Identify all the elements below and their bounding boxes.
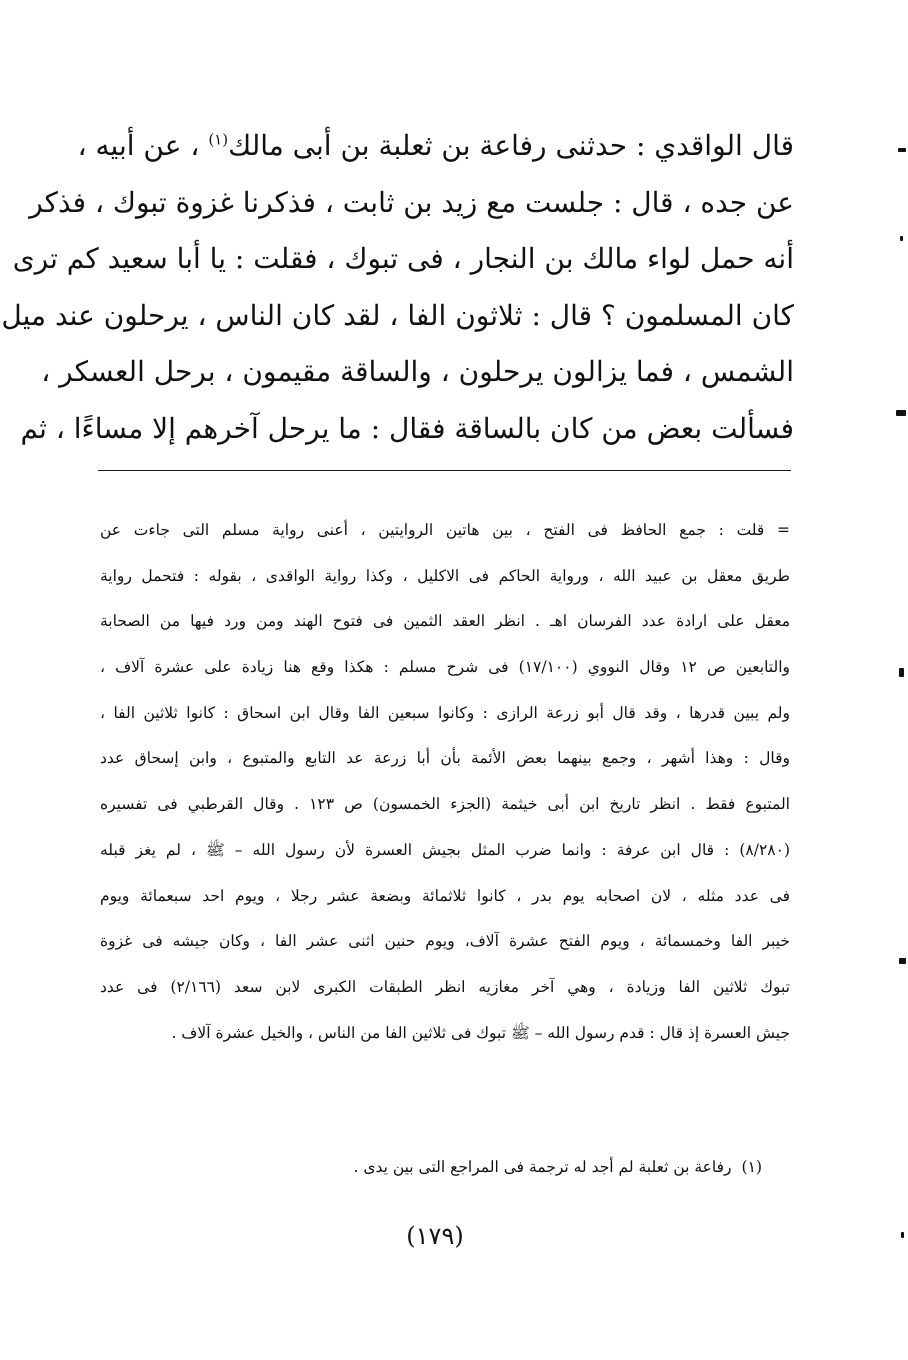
continued-notes-block	[100, 508, 790, 1056]
scan-edge-mark	[899, 668, 904, 677]
note-line-8: (٨/٢٨٠) : قال ابن عرفة : وانما ضرب المثل بجيش العسرة لأن رسول الله – ﷺ ، لم يغز قبله	[100, 840, 790, 859]
note-line-2: طريق معقل بن عبيد الله ، ورواية الحاكم فى الاكليل ، وكذا رواية الواقدى ، بقوله : فتحمل رواية	[100, 566, 790, 585]
main-text-line-1	[77, 118, 794, 175]
footnote-1-text: رفاعة بن ثعلبة لم أجد له ترجمة فى المراجع التى بين يدى .	[353, 1158, 732, 1176]
note-line-12: جيش العسرة إذ قال : قدم رسول الله – ﷺ تبوك فى ثلاثين الفا من الناس ، والخيل عشرة آلاف .	[171, 1023, 790, 1042]
note-line-1: = قلت : جمع الحافظ فى الفتح ، بين هاتين الروايتين ، أعنى رواية مسلم التى جاءت عن	[100, 521, 790, 539]
scan-edge-mark	[900, 236, 903, 241]
note-line-9: فى عدد مثله ، لان اصحابه يوم بدر ، كانوا ثلاثمائة وبضعة عشر رجلا ، ويوم احد سبعمائة ويوم	[100, 886, 790, 905]
main-text-line-1-body: قال الواقدي : حدثنى رفاعة بن ثعلبة بن أبى مالك	[228, 129, 794, 162]
footnote-1	[100, 1148, 762, 1186]
main-text-line-2: عن جده ، قال : جلست مع زيد بن ثابت ، فذكرنا غزوة تبوك ، فذكر	[29, 185, 794, 219]
main-text-line-4: كان المسلمون ؟ قال : ثلاثون الفا ، لقد كان الناس ، يرحلون عند ميل	[1, 298, 794, 332]
scan-edge-mark	[898, 148, 906, 152]
note-line-6: وقال : وهذا أشهر ، وجمع بينهما بعض الأئمة بأن أبا زرعة عد التابع والمتبوع ، وابن إسحاق عدد	[100, 749, 790, 768]
page-number: (١٧٩)	[406, 1222, 464, 1250]
note-line-10: خيبر الفا وخمسمائة ، ويوم الفتح عشرة آلاف، ويوم حنين اثنى عشر الفا ، وكان جيشه فى غزوة	[100, 932, 790, 951]
footnote-separator-rule	[98, 470, 791, 471]
scan-edge-mark	[896, 410, 906, 416]
scan-edge-mark	[899, 958, 906, 964]
note-line-7: المتبوع فقط . انظر تاريخ ابن أبى خيثمة (الجزء الخمسون) ص ١٢٣ . وقال القرطبي فى تفسيره	[100, 795, 790, 814]
footnote-reference-marker: (١)	[208, 130, 229, 149]
main-text-block	[1, 118, 794, 457]
main-text-line-3: أنه حمل لواء مالك بن النجار ، فى تبوك ، فقلت : يا أبا سعيد كم ترى	[12, 242, 794, 275]
scan-edge-mark	[901, 1232, 904, 1238]
note-line-3: معقل على ارادة عدد الفرسان اهـ . انظر العقد الثمين فى فتوح الهند ومن ورد فيها من الصحابة	[100, 612, 790, 631]
note-line-5: ولم يبين قدرها ، وقد قال أبو زرعة الرازى : وكانوا سبعين الفا وقال ابن اسحاق : كانوا ثلاثين الفا ،	[100, 703, 790, 722]
footnote-1-number: (١)	[741, 1158, 762, 1176]
main-text-line-1-tail: ، عن أبيه ،	[77, 129, 200, 162]
note-line-4: والتابعين ص ١٢ وقال النووي (١٧/١٠٠) فى شرح مسلم : هكذا وقع هنا زيادة على عشرة آلاف ،	[100, 658, 790, 677]
main-text-line-6: فسألت بعض من كان بالساقة فقال : ما يرحل آخرهم إلا مساءًا ، ثم	[20, 411, 794, 445]
main-text-line-5: الشمس ، فما يزالون يرحلون ، والساقة مقيمون ، برحل العسكر ،	[41, 355, 794, 388]
note-line-11: تبوك ثلاثين الفا وزيادة ، وهي آخر مغازيه انظر الطبقات الكبرى لابن سعد (٢/١٦٦) فى عدد	[100, 977, 790, 996]
